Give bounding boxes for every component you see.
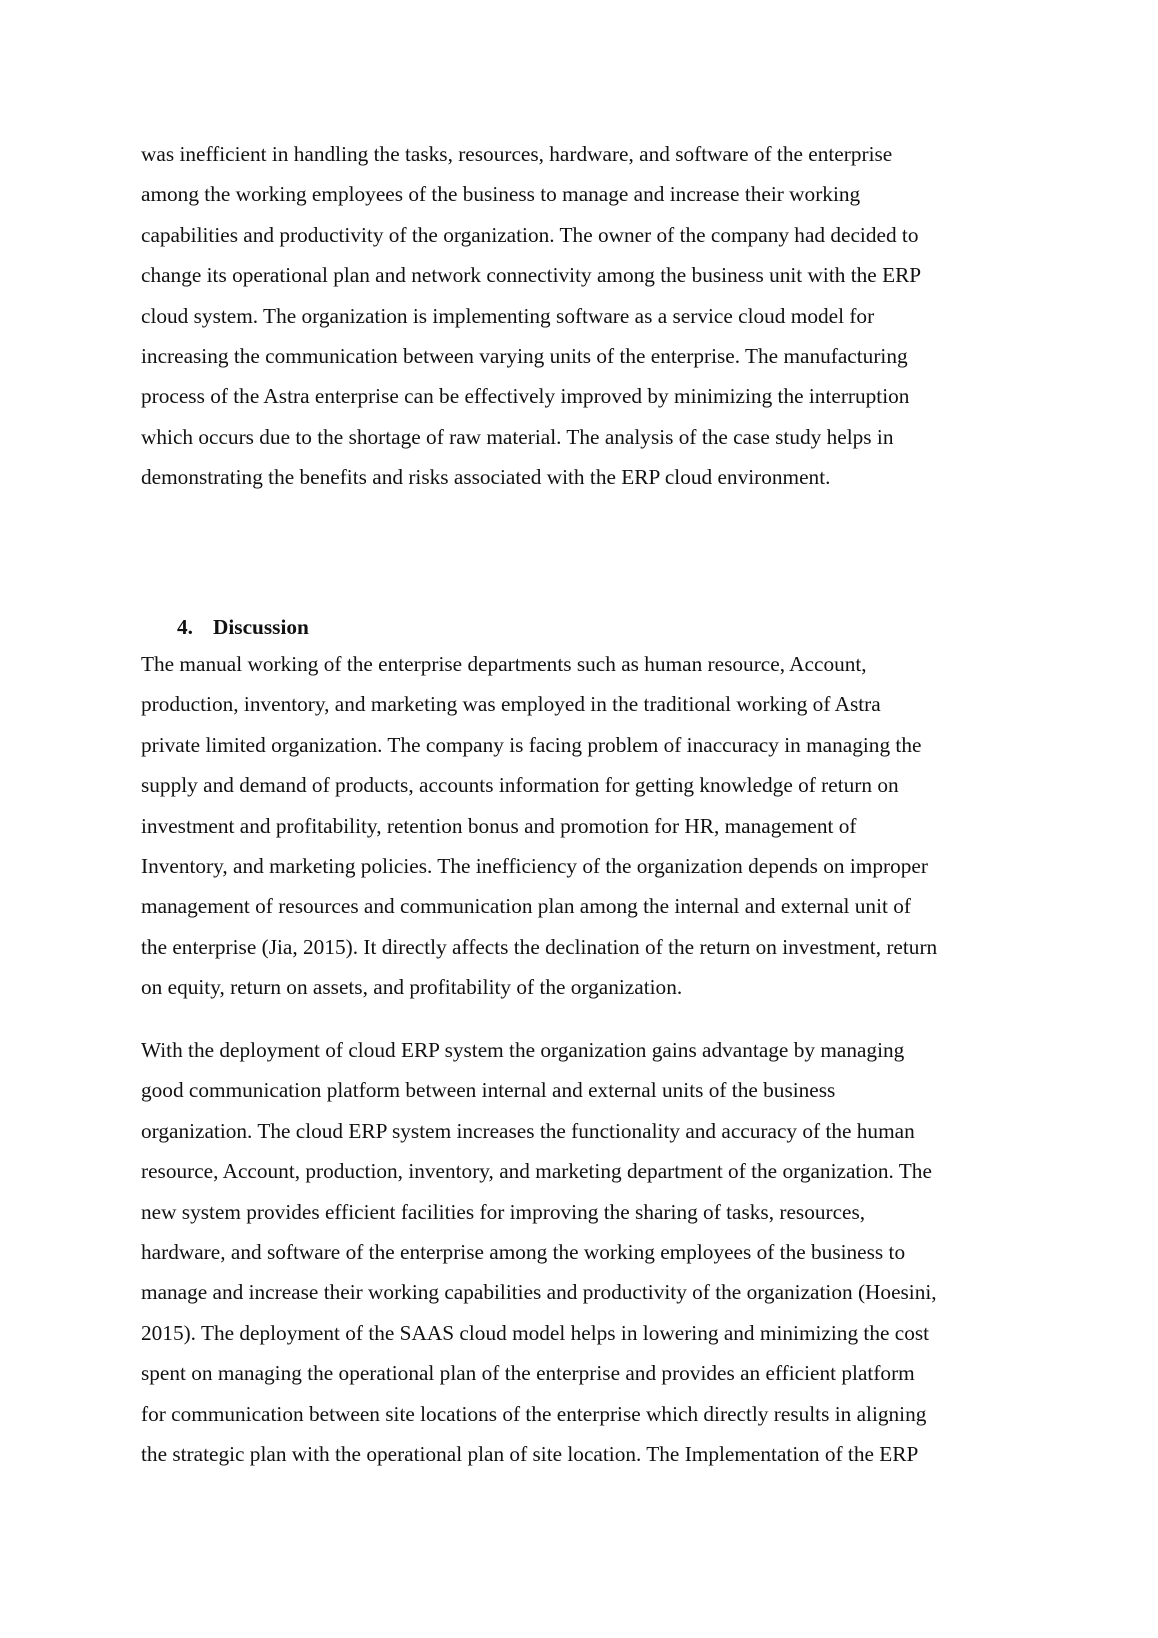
section-title: Discussion bbox=[213, 615, 309, 639]
paragraph-line: manage and increase their working capabilities and productivity of the organization (Hoesini, bbox=[141, 1280, 937, 1305]
paragraph-line: process of the Astra enterprise can be effectively improved by minimizing the interruption bbox=[141, 384, 910, 409]
paragraph-line: supply and demand of products, accounts information for getting knowledge of return on bbox=[141, 773, 899, 798]
paragraph-line: organization. The cloud ERP system increases the functionality and accuracy of the human bbox=[141, 1118, 915, 1143]
paragraph-line: cloud system. The organization is implementing software as a service cloud model for bbox=[141, 303, 875, 328]
paragraph-line: investment and profitability, retention bonus and promotion for HR, management of bbox=[141, 813, 857, 838]
paragraph-discussion-2 bbox=[141, 1030, 1031, 1474]
paragraph-line: the enterprise (Jia, 2015). It directly affects the declination of the return on investment, return bbox=[141, 934, 938, 959]
paragraph-line: Inventory, and marketing policies. The inefficiency of the organization depends on improper bbox=[141, 853, 928, 878]
paragraph-line: change its operational plan and network connectivity among the business unit with the ERP bbox=[141, 263, 922, 288]
paragraph-line: spent on managing the operational plan of the enterprise and provides an efficient platform bbox=[141, 1361, 915, 1386]
paragraph-line: the strategic plan with the operational plan of site location. The Implementation of the ERP bbox=[141, 1441, 919, 1466]
section-number: 4. bbox=[177, 615, 193, 639]
paragraph-line: With the deployment of cloud ERP system the organization gains advantage by managing bbox=[141, 1038, 905, 1062]
paragraph-line: good communication platform between internal and external units of the business bbox=[141, 1078, 836, 1103]
paragraph-line: management of resources and communication plan among the internal and external unit of bbox=[141, 894, 911, 919]
paragraph-line: was inefficient in handling the tasks, resources, hardware, and software of the enterprise bbox=[141, 142, 893, 166]
paragraph-line: which occurs due to the shortage of raw material. The analysis of the case study helps in bbox=[141, 424, 894, 449]
paragraph-line: new system provides efficient facilities for improving the sharing of tasks, resources, bbox=[141, 1199, 866, 1224]
paragraph-line: The manual working of the enterprise departments such as human resource, Account, bbox=[141, 652, 867, 676]
paragraph-line: hardware, and software of the enterprise among the working employees of the business to bbox=[141, 1239, 906, 1264]
paragraph-line: increasing the communication between varying units of the enterprise. The manufacturing bbox=[141, 343, 908, 368]
paragraph-line: production, inventory, and marketing was employed in the traditional working of Astra bbox=[141, 692, 881, 717]
paragraph-line: capabilities and productivity of the organization. The owner of the company had decided to bbox=[141, 222, 919, 247]
paragraph-line: 2015). The deployment of the SAAS cloud model helps in lowering and minimizing the cost bbox=[141, 1320, 930, 1345]
paragraph-line: among the working employees of the business to manage and increase their working bbox=[141, 182, 861, 207]
paragraph-intro-continuation bbox=[141, 134, 1031, 498]
paragraph-line: on equity, return on assets, and profitability of the organization. bbox=[141, 975, 683, 1000]
paragraph-line: demonstrating the benefits and risks associated with the ERP cloud environment. bbox=[141, 465, 831, 490]
paragraph-line: private limited organization. The company is facing problem of inaccuracy in managing the bbox=[141, 732, 922, 757]
paragraph-line: resource, Account, production, inventory, and marketing department of the organization. The bbox=[141, 1159, 932, 1184]
paragraph-discussion-1 bbox=[141, 644, 1031, 1008]
paragraph-line: for communication between site locations of the enterprise which directly results in aligning bbox=[141, 1401, 927, 1426]
section-heading-discussion bbox=[141, 608, 1031, 646]
